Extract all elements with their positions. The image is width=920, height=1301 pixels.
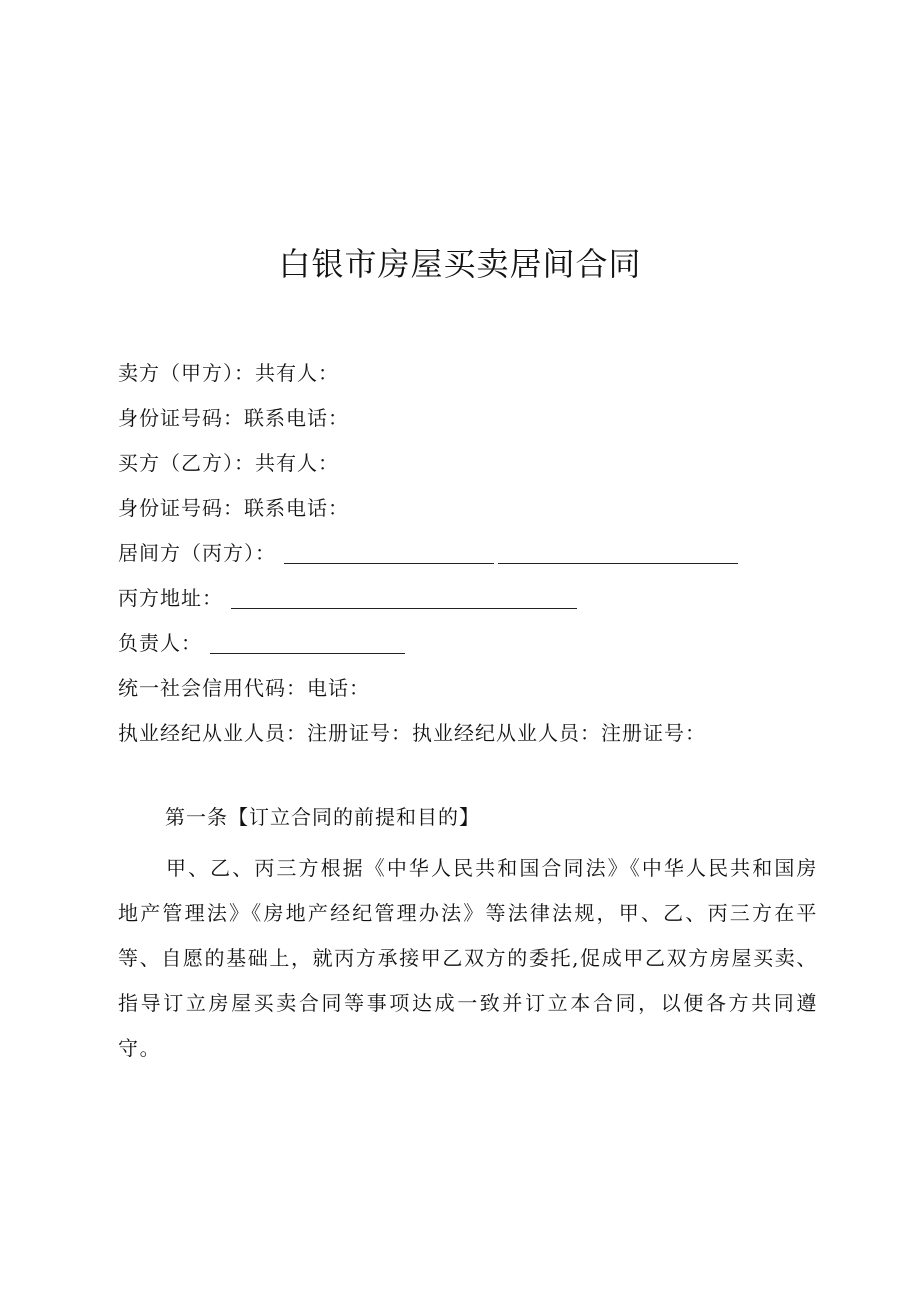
agent-name-blank-2[interactable] xyxy=(498,543,738,564)
agent-credit-line xyxy=(118,673,370,703)
buyer-line xyxy=(118,448,339,478)
document-title: 白银市房屋买卖居间合同 xyxy=(278,245,642,283)
buyer-id-label: 身份证号码：联系电话： xyxy=(118,496,349,520)
seller-line xyxy=(118,358,339,388)
broker-line xyxy=(118,718,706,748)
agent-person-label: 负责人： xyxy=(118,631,202,655)
seller-label: 卖方（甲方）：共有人： xyxy=(118,361,339,385)
agent-line xyxy=(118,538,738,568)
agent-address-line xyxy=(118,583,577,613)
agent-label: 居间方（丙方）： xyxy=(118,541,276,565)
buyer-label: 买方（乙方）：共有人： xyxy=(118,451,339,475)
agent-person-line xyxy=(118,628,405,658)
broker-label: 执业经纪从业人员：注册证号：执业经纪从业人员：注册证号： xyxy=(118,721,706,745)
buyer-id-line xyxy=(118,493,349,523)
agent-address-label: 丙方地址： xyxy=(118,586,223,610)
seller-id-line xyxy=(118,403,349,433)
seller-id-label: 身份证号码：联系电话： xyxy=(118,406,349,430)
article-1-body: 甲、乙、丙三方根据《中华人民共和国合同法》《中华人民共和国房地产管理法》《房地产经纪管理办法》等法律法规，甲、乙、丙三方在平等、自愿的基础上，就丙方承接甲乙双方的委托,促成甲乙双方房屋买卖、指导订立房屋买卖合同等事项达成一致并订立本合同，以便各方共同遵守。 xyxy=(118,856,818,1060)
agent-credit-label: 统一社会信用代码：电话： xyxy=(118,676,370,700)
agent-person-blank[interactable] xyxy=(210,633,405,654)
agent-name-blank[interactable] xyxy=(284,543,494,564)
article-1-heading: 第一条【订立合同的前提和目的】 xyxy=(165,805,480,829)
agent-address-blank[interactable] xyxy=(231,588,577,609)
